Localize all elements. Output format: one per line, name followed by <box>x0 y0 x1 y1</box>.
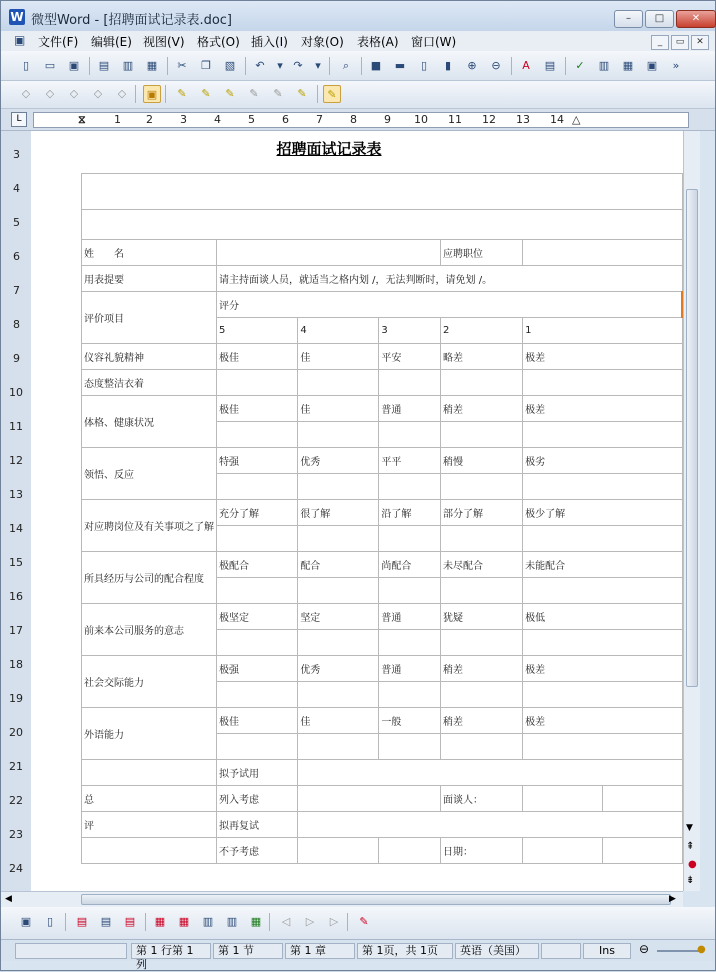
paste-icon[interactable]: ▧ <box>224 59 236 72</box>
option-cell[interactable]: 极佳 <box>217 396 298 422</box>
option-cell[interactable]: 极差 <box>523 396 682 422</box>
row-label: 所具经历与公司的配合程度 <box>82 552 217 604</box>
option-cell[interactable]: 优秀 <box>298 448 379 474</box>
doc-restore-button[interactable]: ▭ <box>671 35 689 50</box>
option-cell[interactable]: 稍差 <box>440 708 522 734</box>
option-cell[interactable]: 佳 <box>298 396 379 422</box>
row-label: 社会交际能力 <box>82 656 217 708</box>
pdf-icon[interactable]: ▥ <box>122 59 134 72</box>
score-3: 3 <box>379 318 441 344</box>
horizontal-ruler <box>1 109 715 131</box>
check-cell[interactable] <box>298 734 379 760</box>
save-icon[interactable]: ▣ <box>68 59 80 72</box>
position-value[interactable] <box>523 240 682 266</box>
table-sort-icon[interactable]: ▦ <box>250 915 262 928</box>
print-icon[interactable]: ▤ <box>98 59 110 72</box>
scroll-down-icon[interactable]: ▼ <box>686 823 693 833</box>
check-cell[interactable] <box>379 734 441 760</box>
option-cell[interactable]: 普通 <box>379 604 441 630</box>
table-cell[interactable] <box>602 786 682 812</box>
option-cell[interactable]: 沿了解 <box>379 500 441 526</box>
styles-icon[interactable]: ▤ <box>544 59 556 72</box>
nav-next-icon[interactable]: ▷ <box>305 915 315 928</box>
preview-icon[interactable]: ▦ <box>146 59 158 72</box>
status-blank-2 <box>541 943 581 959</box>
horizontal-scrollbar[interactable] <box>1 891 683 907</box>
copy-icon[interactable]: ❐ <box>201 59 211 72</box>
status-blank <box>15 943 127 959</box>
doc-menu-icon[interactable]: ▣ <box>14 33 26 47</box>
check-cell[interactable] <box>379 474 441 500</box>
highlight-icon[interactable]: ✎ <box>177 87 187 100</box>
interviewer-value[interactable] <box>523 786 603 812</box>
browse-object-icon[interactable]: ● <box>688 859 697 870</box>
check-cell[interactable] <box>217 630 298 656</box>
check-cell[interactable] <box>440 578 522 604</box>
menu-object[interactable]: 对象(O) <box>301 35 344 49</box>
vertical-scrollbar[interactable] <box>683 131 700 891</box>
date-label: 日期： <box>440 838 522 864</box>
summary-label-b: 评 <box>82 812 217 838</box>
option-cell[interactable]: 极差 <box>523 656 682 682</box>
maximize-button[interactable]: □ <box>645 10 674 28</box>
option-cell[interactable] <box>379 370 441 396</box>
status-language: 英语（美国） <box>455 943 539 959</box>
option-cell[interactable]: 平安 <box>379 344 441 370</box>
option-cell[interactable]: 未能配合 <box>523 552 682 578</box>
option-cell[interactable]: 极劣 <box>523 448 682 474</box>
table-cell[interactable] <box>298 812 682 838</box>
document-page[interactable] <box>31 131 683 891</box>
title-bar <box>1 1 715 31</box>
check-cell[interactable] <box>217 474 298 500</box>
view-web-icon[interactable]: ▤ <box>100 915 112 928</box>
document-title: 招聘面试记录表 <box>276 140 382 158</box>
status-bar <box>1 939 715 971</box>
check-cell[interactable] <box>217 734 298 760</box>
page-width-icon[interactable]: ▬ <box>394 59 406 72</box>
table-cell[interactable] <box>379 838 441 864</box>
redo-icon[interactable]: ↷ <box>293 59 303 72</box>
marker-icon[interactable]: ✎ <box>273 87 283 100</box>
status-chapter: 第 1 章 <box>285 943 355 959</box>
table-cell[interactable] <box>82 174 683 210</box>
zoom-slider[interactable] <box>657 950 701 952</box>
table-cell[interactable] <box>298 760 682 786</box>
menu-insert[interactable]: 插入(I) <box>251 35 288 49</box>
minimize-button[interactable]: – <box>614 10 643 28</box>
trial-label: 拟予试用 <box>217 760 298 786</box>
delete-object-icon[interactable]: ◇ <box>69 87 79 100</box>
status-page: 第 1页，共 1页 <box>357 943 453 959</box>
indent-marker-icon[interactable]: ⧖ <box>78 113 86 126</box>
interview-table[interactable] <box>81 173 683 864</box>
zoom-out-button-icon[interactable]: ⊖ <box>639 942 650 956</box>
check-cell[interactable] <box>298 422 379 448</box>
option-cell[interactable] <box>440 370 522 396</box>
undo-icon[interactable]: ↶ <box>255 59 265 72</box>
insert-object-icon[interactable]: ▣ <box>143 85 161 103</box>
name-value[interactable] <box>217 240 441 266</box>
option-cell[interactable]: 佳 <box>298 708 379 734</box>
check-cell[interactable] <box>298 630 379 656</box>
nav-end-icon[interactable]: ▷ <box>329 915 339 928</box>
check-cell[interactable] <box>440 630 522 656</box>
option-cell[interactable]: 坚定 <box>298 604 379 630</box>
menu-edit[interactable]: 编辑(E) <box>91 35 132 49</box>
option-cell[interactable]: 极差 <box>523 708 682 734</box>
redo-dropdown-icon[interactable]: ▾ <box>315 59 321 72</box>
option-cell[interactable]: 极少了解 <box>523 500 682 526</box>
date-value[interactable] <box>523 838 603 864</box>
row-label: 前来本公司服务的意志 <box>82 604 217 656</box>
annotate-icon[interactable]: ✎ <box>323 85 341 103</box>
gallery-icon[interactable]: ▦ <box>622 59 634 72</box>
doc-minimize-button[interactable]: _ <box>651 35 669 50</box>
cut-icon[interactable]: ✂ <box>177 59 187 72</box>
option-cell[interactable]: 优秀 <box>298 656 379 682</box>
option-cell[interactable]: 极强 <box>217 656 298 682</box>
table-cell[interactable] <box>298 786 441 812</box>
table-cell[interactable] <box>298 838 379 864</box>
check-cell[interactable] <box>217 682 298 708</box>
window-title: 微型Word - [招聘面试记录表.doc] <box>31 13 232 28</box>
new-document-icon[interactable]: ▯ <box>22 59 30 72</box>
pen-icon[interactable]: ✎ <box>225 87 235 100</box>
position-label: 应聘职位 <box>440 240 522 266</box>
score-2: 2 <box>440 318 522 344</box>
status-section: 第 1 节 <box>213 943 283 959</box>
check-cell[interactable] <box>523 526 682 552</box>
view-normal-icon[interactable]: ▤ <box>76 915 88 928</box>
page-icon[interactable]: ▯ <box>46 915 54 928</box>
two-page-icon[interactable]: ▮ <box>444 59 452 72</box>
option-cell[interactable]: 尚配合 <box>379 552 441 578</box>
check-cell[interactable] <box>298 474 379 500</box>
standard-toolbar <box>1 51 715 81</box>
score-1: 1 <box>523 318 682 344</box>
zoom-actual-icon[interactable]: ■ <box>370 59 382 72</box>
option-cell[interactable]: 稍慢 <box>440 448 522 474</box>
find-icon[interactable]: ⌕ <box>342 59 350 72</box>
font-color-icon[interactable]: A <box>522 59 530 72</box>
option-cell[interactable]: 很了解 <box>298 500 379 526</box>
table-cell[interactable] <box>602 838 682 864</box>
option-cell[interactable] <box>523 370 682 396</box>
table-edit-icon[interactable]: ▦ <box>178 915 190 928</box>
option-cell[interactable]: 平平 <box>379 448 441 474</box>
one-page-icon[interactable]: ▯ <box>420 59 428 72</box>
status-position: 第 1 行第 1 列 <box>131 943 211 959</box>
draw-icon[interactable]: ✎ <box>201 87 211 100</box>
option-cell[interactable]: 普通 <box>379 656 441 682</box>
check-cell[interactable] <box>440 526 522 552</box>
hint-text: 请主持面谈人员，就适当之格内划 /，无法判断时，请免划 /。 <box>217 266 683 292</box>
check-cell[interactable] <box>298 526 379 552</box>
score-4: 4 <box>298 318 379 344</box>
name-label: 姓 名 <box>82 240 217 266</box>
chart-icon[interactable]: ▥ <box>598 59 610 72</box>
nav-prev-icon[interactable]: ◁ <box>281 915 291 928</box>
option-cell[interactable]: 极差 <box>523 344 682 370</box>
table-cell[interactable] <box>82 838 217 864</box>
option-cell[interactable]: 极低 <box>523 604 682 630</box>
table-cell[interactable] <box>82 760 217 786</box>
scroll-right-icon[interactable]: ▶ <box>669 894 676 904</box>
reject-label: 不予考虑 <box>217 838 298 864</box>
menu-table[interactable]: 表格(A) <box>357 35 399 49</box>
row-label: 领悟、反应 <box>82 448 217 500</box>
edit-note-icon[interactable]: ✎ <box>359 915 369 928</box>
recheck-label: 拟再复试 <box>217 812 298 838</box>
row-label: 体格、健康状况 <box>82 396 217 448</box>
zoom-icon[interactable]: ⊕ <box>467 59 477 72</box>
note-icon[interactable]: ✎ <box>297 87 307 100</box>
draw-tools-icon[interactable]: ▣ <box>20 915 32 928</box>
option-cell[interactable]: 一般 <box>379 708 441 734</box>
option-cell[interactable]: 配合 <box>298 552 379 578</box>
option-cell[interactable]: 充分了解 <box>217 500 298 526</box>
check-cell[interactable] <box>217 578 298 604</box>
mdi-controls <box>649 33 709 50</box>
zoom-slider-thumb-icon[interactable]: ● <box>697 944 706 955</box>
row-label: 对应聘岗位及有关事项之了解 <box>82 500 217 552</box>
close-button[interactable]: ✕ <box>676 10 716 28</box>
interviewer-label: 面谈人： <box>440 786 522 812</box>
right-indent-icon[interactable]: △ <box>572 113 581 126</box>
spellcheck-icon[interactable]: ✓ <box>575 59 585 72</box>
check-cell[interactable] <box>298 682 379 708</box>
option-cell[interactable] <box>217 370 298 396</box>
option-cell[interactable]: 略差 <box>440 344 522 370</box>
table-cell[interactable] <box>82 210 683 240</box>
vertical-ruler: 3 4 5 6 7 8 9 10 11 12 13 14 15 16 17 18 19 20 21 22 23 24 <box>1 131 31 891</box>
option-cell[interactable]: 犹疑 <box>440 604 522 630</box>
select-object-icon[interactable]: ◇ <box>21 87 31 100</box>
check-cell[interactable] <box>440 474 522 500</box>
zoom-out-icon[interactable]: ⊖ <box>491 59 501 72</box>
ungroup-object-icon[interactable]: ◇ <box>117 87 127 100</box>
consider-label: 列入考虑 <box>217 786 298 812</box>
object-toolbar <box>1 81 715 109</box>
check-cell[interactable] <box>379 630 441 656</box>
scroll-thumb[interactable] <box>686 189 698 687</box>
check-cell[interactable] <box>298 578 379 604</box>
option-cell[interactable]: 普通 <box>379 396 441 422</box>
check-cell[interactable] <box>217 422 298 448</box>
hint-label: 用表提要 <box>82 266 217 292</box>
scroll-left-icon[interactable]: ◀ <box>5 894 12 904</box>
open-icon[interactable]: ▭ <box>44 59 56 72</box>
tab-stop-selector[interactable]: L <box>11 112 27 127</box>
check-cell[interactable] <box>440 734 522 760</box>
menu-window[interactable]: 窗口(W) <box>411 35 457 49</box>
undo-dropdown-icon[interactable]: ▾ <box>277 59 283 72</box>
score-5: 5 <box>217 318 298 344</box>
table-print-icon[interactable]: ▥ <box>202 915 214 928</box>
row-label: 外语能力 <box>82 708 217 760</box>
status-mode: Ins <box>583 943 631 959</box>
frame-icon[interactable]: ▣ <box>646 59 658 72</box>
group-object-icon[interactable]: ◇ <box>93 87 103 100</box>
option-cell[interactable]: 极配合 <box>217 552 298 578</box>
option-cell[interactable]: 特强 <box>217 448 298 474</box>
option-cell[interactable]: 未尽配合 <box>440 552 522 578</box>
check-cell[interactable] <box>379 682 441 708</box>
row-label: 仪容礼貌精神 <box>82 344 217 370</box>
eval-item-label: 评价项目 <box>82 292 217 344</box>
check-cell[interactable] <box>523 734 682 760</box>
option-cell[interactable]: 稍差 <box>440 396 522 422</box>
check-cell[interactable] <box>379 526 441 552</box>
score-label: 评分 <box>217 292 683 318</box>
bottom-toolbar <box>1 907 715 939</box>
view-outline-icon[interactable]: ▤ <box>124 915 136 928</box>
check-cell[interactable] <box>379 422 441 448</box>
check-cell[interactable] <box>523 422 682 448</box>
check-cell[interactable] <box>217 526 298 552</box>
check-cell[interactable] <box>523 630 682 656</box>
option-cell[interactable]: 佳 <box>298 344 379 370</box>
check-cell[interactable] <box>379 578 441 604</box>
option-cell[interactable]: 极佳 <box>217 708 298 734</box>
summary-label-a: 总 <box>82 786 217 812</box>
eraser-icon[interactable]: ✎ <box>249 87 259 100</box>
next-page-icon[interactable]: ⇟ <box>686 875 695 886</box>
hscroll-thumb[interactable] <box>81 894 671 905</box>
edit-object-icon[interactable]: ◇ <box>45 87 55 100</box>
menu-bar <box>1 31 715 51</box>
check-cell[interactable] <box>523 474 682 500</box>
table-format-icon[interactable]: ▥ <box>226 915 238 928</box>
prev-page-icon[interactable]: ⇞ <box>686 841 695 852</box>
doc-close-button[interactable]: ✕ <box>691 35 709 50</box>
option-cell[interactable]: 稍差 <box>440 656 522 682</box>
check-cell[interactable] <box>440 682 522 708</box>
check-cell[interactable] <box>523 682 682 708</box>
option-cell[interactable]: 极坚定 <box>217 604 298 630</box>
menu-file[interactable]: 文件(F) <box>38 35 79 49</box>
option-cell[interactable] <box>298 370 379 396</box>
option-cell[interactable]: 部分了解 <box>440 500 522 526</box>
check-cell[interactable] <box>440 422 522 448</box>
option-cell[interactable]: 极佳 <box>217 344 298 370</box>
menu-view[interactable]: 视图(V) <box>143 35 185 49</box>
app-icon: W <box>10 10 24 24</box>
more-tools-icon[interactable]: » <box>672 59 680 72</box>
row-label: 态度整洁衣着 <box>82 370 217 396</box>
menu-format[interactable]: 格式(O) <box>197 35 240 49</box>
table-insert-icon[interactable]: ▦ <box>154 915 166 928</box>
check-cell[interactable] <box>523 578 682 604</box>
ruler-strip[interactable]: ⧖ 1 2 3 4 5 6 7 8 9 10 11 12 13 14 △ <box>33 112 689 128</box>
